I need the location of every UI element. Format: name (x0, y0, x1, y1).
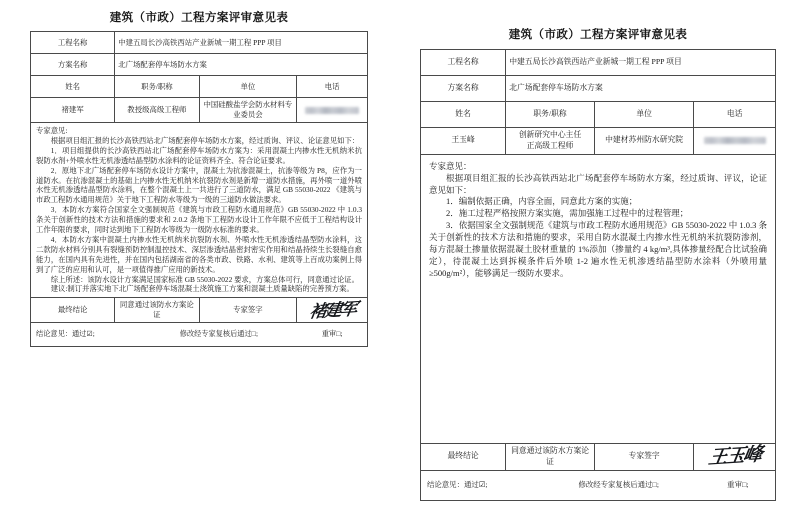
final-conclusion-label: 最终结论 (421, 443, 506, 470)
checkbox-option-revise[interactable]: 修改经专家复核后通过□; (179, 329, 258, 338)
opinion-heading: 专家意见： (429, 160, 472, 171)
table-header-row-expert (421, 102, 776, 128)
opinion-summary: 综上所述：该防水设计方案满足国家标准 GB 55030-2022 要求，方案总体可行，同意通过论证。 (50, 274, 359, 284)
document-title: 建筑（市政）工程方案评审意见表 (109, 12, 289, 24)
expert-signature-label: 专家签字 (199, 298, 297, 323)
conclusion-options-cell (31, 323, 368, 347)
opinion-item-2: 2．施工过程严格按照方案实施，需加强施工过程中的过程管理； (446, 208, 689, 219)
document-title: 建筑（市政）工程方案评审意见表 (508, 29, 688, 41)
opinion-item-3: 3．本防水方案符合国家全文强制规范《建筑与市政工程防水通用规范》GB 55030-2022 中 1.0.3 条关于创新性的技术方法和措施的要求和 2.0.2 条地下工程防水设计工作年限不应低于工程结构设计工作年限的要求，同时达到地下工程防水等级为一级防水标准的要求。 (36, 205, 362, 235)
review-form-document-left (30, 0, 368, 347)
handwritten-signature: 王玉峰 (707, 444, 763, 469)
column-header-company: 单位 (199, 76, 297, 98)
plan-name-value: 北广场配套停车场防水方案 (115, 54, 368, 76)
final-conclusion-value: 同意通过该防水方案论证 (115, 298, 199, 323)
table-row-conclusion-options (421, 470, 776, 500)
column-header-company: 单位 (594, 102, 693, 128)
handwritten-signature: 褚建军 (307, 299, 357, 322)
review-form-table (30, 31, 368, 347)
expert-phone-value (694, 128, 776, 155)
opinion-intro: 根据项目组汇报的长沙高铁西站北广场配套停车场防水方案，经过质询、评议，论证意见如下： (429, 172, 767, 195)
expert-opinion-cell (421, 154, 776, 443)
plan-name-label: 方案名称 (421, 76, 506, 102)
expert-signature-cell (694, 443, 776, 470)
expert-company-value: 中建材苏州防水研究院 (594, 128, 693, 155)
redaction-bar (704, 137, 766, 144)
table-row-opinion (421, 154, 776, 443)
table-row-expert (421, 128, 776, 155)
column-header-name: 姓名 (31, 76, 115, 98)
table-row-plan (421, 76, 776, 102)
final-conclusion-value: 同意通过该防水方案论证 (506, 443, 595, 470)
project-name-label: 工程名称 (31, 32, 115, 54)
plan-name-label: 方案名称 (31, 54, 115, 76)
checkbox-option-rereview[interactable]: 重审□; (321, 329, 343, 338)
conclusion-options-prefix: 结论意见： (427, 479, 464, 489)
opinion-intro: 根据项目组汇报的长沙高铁西站北广场配套停车场防水方案，经过质询、评议、论证意见如下： (50, 135, 360, 145)
expert-company-value: 中国硅酸盐学会防水材料专业委员会 (199, 98, 297, 123)
expert-title-line-1: 创新研究中心主任 (518, 130, 582, 139)
plan-name-value: 北广场配套停车场防水方案 (506, 76, 776, 102)
table-row-project (31, 32, 368, 54)
conclusion-options-cell (421, 470, 776, 500)
checkbox-option-revise[interactable]: 修改经专家复核后通过□; (578, 479, 659, 489)
expert-signature-cell (297, 298, 368, 323)
project-name-value: 中建五局长沙高铁西站产业新城一期工程 PPP 项目 (115, 32, 368, 54)
opinion-item-4: 4．本防水方案中混凝土内掺水性无机纳米抗裂防水剂、外喷水性无机渗透结晶型防水涂料，这二款防水材料分别具有裂缝预防控制温控技术、深层渗透结晶密封密实作用和结晶持续生长裂缝自愈能力，在国内具有先进性，并在国内包括湖南省的各类市政、铁路、水利、建筑等上百成功案例上得到了广泛的应用和认可，是一项值得推广应用的新技术。 (36, 234, 362, 274)
conclusion-options-prefix: 结论意见： (36, 329, 72, 338)
project-name-label: 工程名称 (421, 50, 506, 76)
column-header-title: 职务/职称 (506, 102, 595, 128)
table-row-opinion (31, 122, 368, 297)
expert-title-value: 教授级高级工程师 (115, 98, 199, 123)
opinion-item-1: 1．编制依据正确，内容全面，同意此方案的实施； (446, 196, 638, 207)
review-form-document-right (420, 0, 776, 501)
project-name-value: 中建五局长沙高铁西站产业新城一期工程 PPP 项目 (506, 50, 776, 76)
column-header-phone: 电话 (297, 76, 368, 98)
checkbox-option-pass[interactable]: 通过☑; (463, 479, 488, 489)
table-header-row-expert (31, 76, 368, 98)
table-row-project (421, 50, 776, 76)
expert-title-line-2: 正高级工程师 (526, 140, 574, 150)
column-header-title: 职务/职称 (115, 76, 199, 98)
expert-opinion-cell (31, 122, 368, 297)
opinion-heading: 专家意见: (36, 125, 68, 135)
table-row-plan (31, 54, 368, 76)
opinion-item-1: 1．项目组提供的长沙高铁西站北广场配套停车场防水方案为：采用混凝土内掺水性无机纳米抗裂防水剂+外喷水性无机渗透结晶型防水涂料的论证资料齐全、符合论证要求。 (36, 145, 362, 165)
table-row-conclusion-options (31, 323, 368, 347)
review-form-table (420, 49, 776, 501)
redaction-bar (305, 107, 359, 114)
expert-phone-value (297, 98, 368, 123)
final-conclusion-label: 最终结论 (31, 298, 115, 323)
table-row-expert (31, 98, 368, 123)
expert-signature-label: 专家签字 (594, 443, 693, 470)
expert-title-value (506, 128, 595, 155)
checkbox-option-rereview[interactable]: 重审□; (727, 479, 749, 489)
column-header-phone: 电话 (694, 102, 776, 128)
table-row-conclusion (31, 298, 368, 323)
opinion-item-3: 3．依据国家全文强制规范《建筑与市政工程防水通用规范》GB 55030-2022 中 1.0.3 条关于创新性的技术方法和措施的要求，采用自防水混凝土内掺水性无机纳米抗裂防渗剂，每方混凝土掺量依据混凝土胶材重量的 1%添加（掺量约 4 kg/m³,具体掺量经配合比试验确定），待混凝土达到拆模条件后外喷 1-2 遍水性无机渗透结晶型防水涂料（外喷用量≥500g/m²），能够满足一级防水要求。 (429, 220, 767, 278)
table-row-conclusion (421, 443, 776, 470)
column-header-name: 姓名 (421, 102, 506, 128)
expert-name-value: 褚建军 (31, 98, 115, 123)
opinion-suggestion: 建议:制订并落实地下北广场配套停车场混凝土浇筑施工方案和混凝土质量缺陷的完善预方案。 (50, 284, 354, 294)
expert-name-value: 王玉峰 (421, 128, 506, 155)
opinion-item-2: 2．原地下北广场配套停车场防水设计方案中，混凝土为抗渗混凝土，抗渗等级为 P8，应作为一道防水。在抗渗混凝土的基础上内掺水性无机纳米抗裂防水剂是新增一道防水措施，再外喷一道外喷水性无机渗透结晶型防水涂料，在整个混凝土上一共进行了三道防水，满足 GB 55030-2022 《建筑与市政工程防水通用规范》关于地下工程防水等级为一级的三道防水做法要求。 (36, 165, 362, 205)
checkbox-option-pass[interactable]: 通过☑; (71, 329, 95, 338)
